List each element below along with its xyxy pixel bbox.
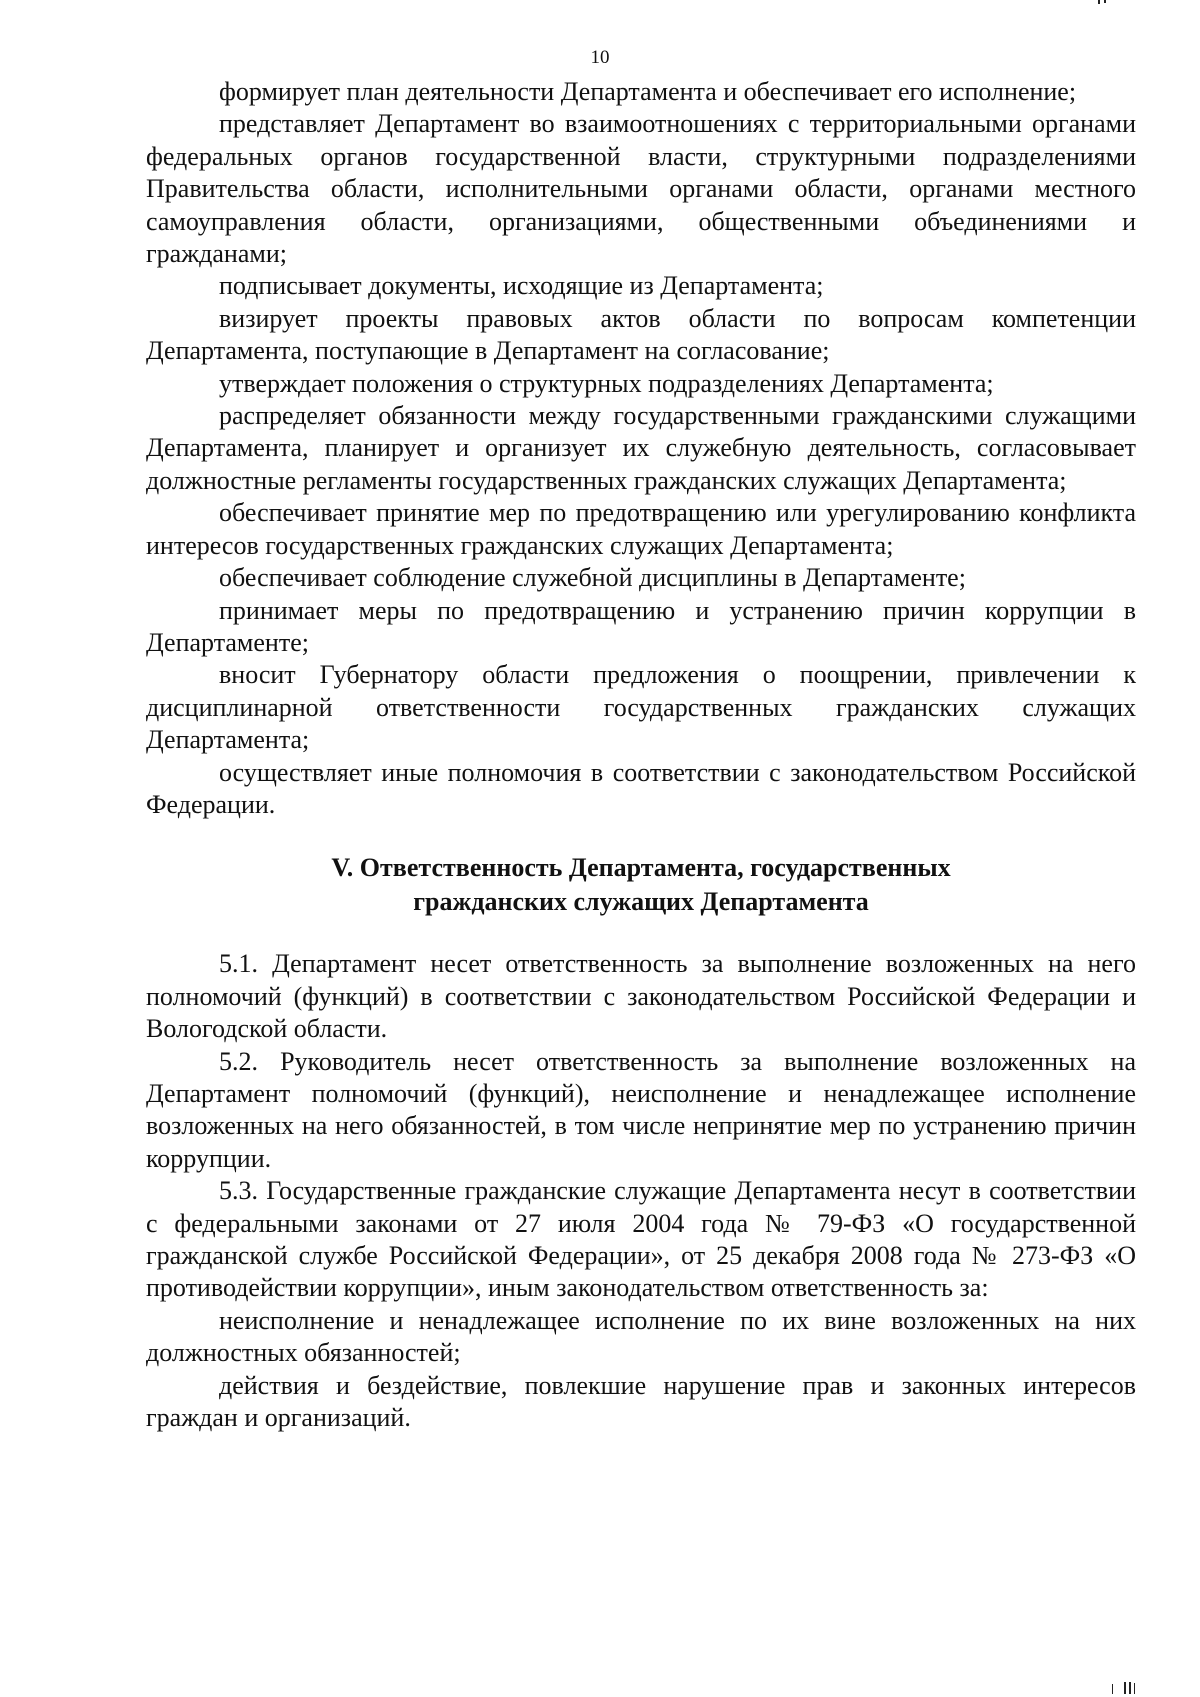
paragraph: 5.3. Государственные гражданские служащие Департамента несут в соответствии с федеральными законами от 27 июля 2004 года № 79-ФЗ «О государственной гражданской службе Российской Федерации», от 25 декабря 2008 года № 273-ФЗ «О противодействии коррупции», иным законодательством ответственность за: bbox=[146, 1176, 1136, 1303]
paragraph: действия и бездействие, повлекшие нарушение прав и законных интересов граждан и организаций. bbox=[146, 1370, 1136, 1433]
scan-mark bbox=[1124, 1682, 1126, 1694]
paragraph: осуществляет иные полномочия в соответствии с законодательством Российской Федерации. bbox=[146, 757, 1136, 819]
scan-mark bbox=[1134, 1683, 1135, 1694]
page-number: 10 bbox=[590, 47, 610, 68]
paragraph: 5.1. Департамент несет ответственность за выполнение возложенных на него полномочий (функций) в соответствии с законодательством Российской Федерации и Вологодской области. bbox=[146, 949, 1136, 1044]
paragraph: представляет Департамент во взаимоотношениях с территориальными органами федеральных органов государственной власти, структурными подразделениями Правительства области, исполнительными органами области, органами местного самоуправления области, организациями, общественными объединениями и гражданами; bbox=[146, 109, 1136, 269]
scan-mark bbox=[1098, 0, 1100, 4]
paragraph: распределяет обязанности между государственными гражданскими служащими Департамента, планирует и организует их служебную деятельность, согласовывает должностные регламенты государственных гражданских служащих Департамента; bbox=[146, 401, 1136, 495]
scan-mark bbox=[1129, 1682, 1131, 1694]
scan-mark bbox=[1112, 1684, 1113, 1694]
paragraph: неисполнение и ненадлежащее исполнение по их вине возложенных на них должностных обязанностей; bbox=[146, 1305, 1136, 1368]
section-heading-line-1: V. Ответственность Департамента, государственных bbox=[331, 853, 951, 883]
section-heading-line-2: гражданских служащих Департамента bbox=[413, 887, 869, 917]
paragraph: принимает меры по предотвращению и устранению причин коррупции в Департаменте; bbox=[146, 595, 1136, 657]
document-body bbox=[146, 76, 1136, 1434]
paragraph: визирует проекты правовых актов области по вопросам компетенции Департамента, поступающие в Департамент на согласование; bbox=[146, 303, 1136, 366]
section-heading bbox=[146, 851, 1136, 919]
paragraph: обеспечивает принятие мер по предотвращению или урегулированию конфликта интересов государственных гражданских служащих Департамента; bbox=[146, 498, 1136, 560]
paragraph: 5.2. Руководитель несет ответственность за выполнение возложенных на Департамент полномочий (функций), неисполнение и ненадлежащее исполнение возложенных на него обязанностей, в том числе непринятие мер по устранению причин коррупции. bbox=[146, 1046, 1136, 1173]
paragraph: вносит Губернатору области предложения о поощрении, привлечении к дисциплинарной ответственности государственных гражданских служащих Департамента; bbox=[146, 660, 1136, 755]
paragraph: подписывает документы, исходящие из Департамента; bbox=[219, 271, 824, 301]
paragraph: утверждает положения о структурных подразделениях Департамента; bbox=[219, 368, 994, 398]
scan-mark bbox=[1104, 0, 1106, 3]
paragraph: формирует план деятельности Департамента и обеспечивает его исполнение; bbox=[219, 77, 1077, 106]
paragraph: обеспечивает соблюдение служебной дисциплины в Департаменте; bbox=[219, 563, 966, 593]
